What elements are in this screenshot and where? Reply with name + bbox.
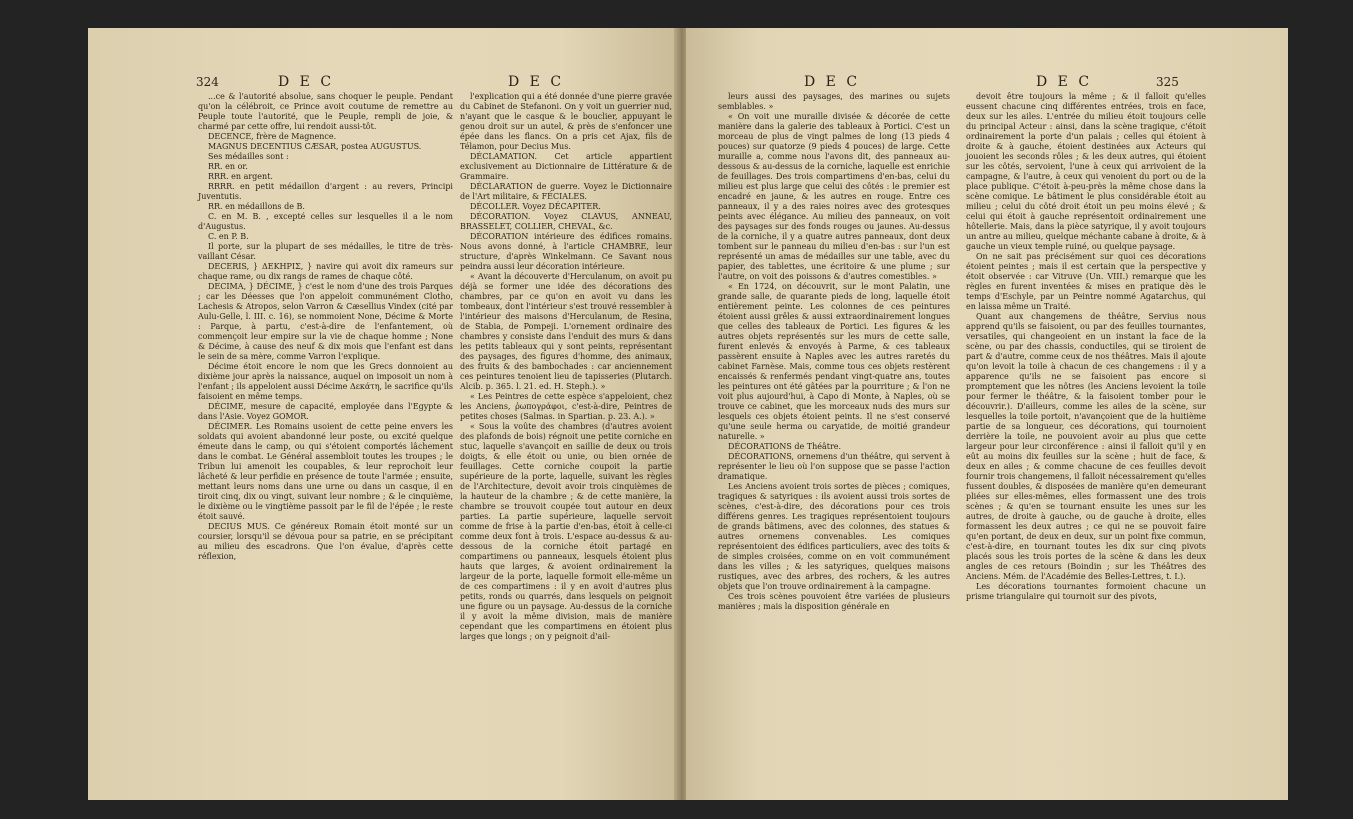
- running-head-secondary: D E C: [508, 74, 565, 90]
- paragraph: DÉCORATIONS de Théâtre.: [728, 442, 842, 451]
- paragraph: DÉCORATION intérieure des édifices romains. Nous avons donné, à l'article CHAMBRE, leur structure, d'après Winkelmann. Ce Savant nous peindra aussi leur décoration intérieure.: [460, 232, 672, 271]
- paragraph: Ses médailles sont :: [208, 152, 289, 161]
- paragraph: « Sous la voûte des chambres (d'autres avoient des plafonds de bois) régnoit une petite corniche en stuc, laquelle s'avançoit en saillie de deux ou trois doigts, & elle étoit ou unie, ou bien ornée de feuillages. Cette corniche coupoit la partie supérieure de la porte, laquelle, suivant les règles de l'Architecture, devoit avoir trois cinquièmes de la hauteur de la chambre ; & de cette manière, la chambre se trouvoit coupée tout autour en deux parties. La partie supérieure, laquelle servoit comme de frise à la partie d'en-bas, étoit à celle-ci comme deux font à trois. L'espace au-dessus & au-dessous de la corniche étoit partagé en compartimens ou panneaux, lesquels étoient plus hauts que larges, & avoient ordinairement la largeur de la porte, laquelle formoit elle-même un de ces compartimens : il y en avoit d'autres plus petits, ronds ou quarrés, dans lesquels on peignoit une figure ou un paysage. Au-dessus de la corniche il y avoit la même division, mais de manière cependant que les compartimens en étoient plus larges que longs ; on y peignoit d'ail-: [460, 422, 672, 641]
- paragraph: C. en M. B. , excepté celles sur lesquelles il a le nom d'Augustus.: [198, 212, 453, 231]
- page-number: 324: [196, 75, 219, 89]
- paragraph: « En 1724, on découvrit, sur le mont Palatin, une grande salle, de quarante pieds de long, laquelle étoit entièrement peinte. Les colonnes de ces peintures étoient aussi grêles & aussi extraordinairement longues que celles des tableaux de Portici. Les figures & les autres objets représentés sur les murs de cette salle, furent enlevés & envoyés à Parme, & ces tableaux passèrent ensuite à Naples avec les autres raretés du cabinet Farnèse. Mais, comme tous ces objets restèrent encaissés & renfermés pendant vingt-quatre ans, toutes les peintures ont été gâtées par la pourriture ; & l'on ne voit plus aujourd'hui, à Capo di Monte, à Naples, où se trouve ce cabinet, que les morceaux nuds des murs sur lesquels ces objets étoient peints. Il ne s'est conservé qu'une seule herma ou caryatide, de moitié grandeur naturelle. »: [718, 282, 950, 441]
- running-head-secondary: D E C: [1036, 74, 1093, 90]
- paragraph: Ces trois scènes pouvoient être variées de plusieurs manières ; mais la disposition générale en: [718, 592, 950, 611]
- paragraph: RRR. en argent.: [208, 172, 273, 181]
- paragraph: devoit être toujours la même ; & il falloit qu'elles eussent chacune cinq différentes entrées, trois en face, deux sur les ailes. L'entrée du milieu étoit toujours celle du principal Acteur : ainsi, dans la scène tragique, c'étoit ordinairement la porte d'un palais ; celles qui étoient à droite & à gauche, étoient destinées aux Acteurs qui jouoient les seconds rôles ; & les deux autres, qui étoient sur les côtés, servoient, l'une à ceux qui arrivoient de la campagne, & l'autre, à ceux qui venoient du port ou de la place publique. C'étoit à-peu-près la même chose dans la scène comique. Le bâtiment le plus considérable étoit au milieu ; celui du côté droit étoit un peu moins élevé ; & celui qui étoit à gauche représentoit ordinairement une hôtellerie. Mais, dans la pièce satyrique, il y avoit toujours un antre au milieu, quelque méchante cabane à droite, & à gauche un vieux temple ruiné, ou quelque paysage.: [966, 92, 1206, 251]
- right-page: [686, 28, 1288, 800]
- paragraph: « Les Peintres de cette espèce s'appeloient, chez les Anciens, ῥωπογράφοι, c'est-à-dire, Peintres de petites choses (Salmas. in Spartian. p. 23. A.). »: [460, 392, 672, 421]
- paragraph: DÉCIME, mesure de capacité, employée dans l'Egypte & dans l'Asie. Voyez GOMOR.: [198, 402, 453, 421]
- paragraph: ...ce & l'autorité absolue, sans choquer le peuple. Pendant qu'on la célébroit, ce Prince avoit coutume de remettre au Peuple toute l'autorité, que le Peuple, rempli de joie, & charmé par cette offre, lui rendoit aussi-tôt.: [198, 92, 453, 131]
- paragraph: DECENCE, frère de Magnence.: [208, 132, 337, 141]
- paragraph: Les décorations tournantes formoient chacune un prisme triangulaire qui tournoit sur des pivots,: [966, 582, 1206, 601]
- paragraph: On ne sait pas précisément sur quoi ces décorations étoient peintes ; mais il est certain que la perspective y étoit observée : car Vitruve (Un. VIII.) remarque que les règles en furent inventées & mises en pratique dès le temps d'Eschyle, par un Peintre nommé Agatarchus, qui en laissa même un Traité.: [966, 252, 1206, 311]
- text-column-2: [460, 92, 672, 642]
- paragraph: « Avant la découverte d'Herculanum, on avoit pu déjà se former une idée des décorations des chambres, par ce qu'on en avoit vu dans les tombeaux, dont l'intérieur s'est trouvé ressembler à l'intérieur des maisons d'Herculanum, de Resina, de Stabia, de Pompeji. L'ornement ordinaire des chambres y consiste dans l'enduit des murs & dans les petits tableaux qui y sont peints, représentant des paysages, des figures d'homme, des animaux, des fruits & des bambochades : car anciennement ces peintures tenoient lieu de tapisseries (Plutarch. Alcib. p. 365. l. 21. ed. H. Steph.). »: [460, 272, 672, 391]
- running-head: D E C: [804, 74, 861, 90]
- paragraph: « On voit une muraille divisée & décorée de cette manière dans la galerie des tableaux à Portici. C'est un morceau de plus de vingt palmes de long (13 pieds 4 pouces) sur quatorze (9 pieds 4 pouces) de large. Cette muraille a, comme nous l'avons dit, des panneaux au-dessous & au-dessus de la corniche, laquelle est enrichie de feuillages. Des trois compartimens d'en-bas, celui du milieu est plus large que celui des côtés : le premier est encadré en jaune, & les autres en rouge. Entre ces panneaux, il y a des raies noires avec des grotesques peints avec élégance. Au milieu des panneaux, on voit des paysages sur des fonds rouges ou jaunes. Au-dessus de la corniche, il y a quatre autres panneaux, dont deux tombent sur le panneau du milieu d'en-bas : sur l'un est représenté un amas de médailles sur une table, avec du papier, des tablettes, une écritoire & une plume ; sur l'autre, on voit des poissons & d'autres comestibles. »: [718, 112, 950, 281]
- paragraph: DÉCORATION. Voyez CLAVUS, ANNEAU, BRASSELET, COLLIER, CHEVAL, &c.: [460, 212, 672, 231]
- paragraph: Les Anciens avoient trois sortes de pièces ; comiques, tragiques & satyriques : ils avoient aussi trois sortes de scènes, c'est-à-dire, des décorations pour ces trois différens genres. Les tragiques représentoient toujours de grands bâtimens, avec des colonnes, des statues & autres ornemens convenables. Les comiques représentoient des édifices particuliers, avec des toits & de simples croisées, comme on en voit communément dans les villes ; & les satyriques, quelques maisons rustiques, avec des arbres, des rochers, & les autres objets que l'on trouve ordinairement à la campagne.: [718, 482, 950, 591]
- paragraph: DÉCLARATION de guerre. Voyez le Dictionnaire de l'Art militaire, & FÉCIALES.: [460, 182, 672, 201]
- open-book: [88, 28, 1288, 800]
- paragraph: DÉCOLLER. Voyez DÉCAPITER.: [470, 202, 601, 211]
- paragraph: DECERIS, } ΔΕΚΗΡΙΣ, } navire qui avoit dix rameurs sur chaque rame, ou dix rangs de rames de chaque côté.: [198, 262, 453, 281]
- paragraph: DÉCIMER. Les Romains usoient de cette peine envers les soldats qui avoient abandonné leur poste, ou excité quelque émeute dans le camp, ou qui s'étoient comportés lâchement dans le combat. Le Général assembloit toutes les troupes ; le Tribun lui amenoit les coupables, & leur reprochoit leur lâcheté & leur perfidie en présence de toute l'armée ; ensuite, mettant leurs noms dans une urne ou dans un casque, il en tiroit cinq, dix ou vingt, suivant leur nombre ; & le cinquième, le dixième ou le vingtième passoit par le fil de l'épée ; le reste étoit sauvé.: [198, 422, 453, 521]
- text-column-2: [966, 92, 1206, 602]
- paragraph: DECIMA, } DÉCIME, } c'est le nom d'une des trois Parques ; car les Déesses que l'on appeloit communément Clotho, Lachesis & Atropos, selon Varron & Cæsellius Vindex (cité par Aulu-Gelle, l. III. c. 16), se nommoient None, Décime & Morte : Parque, à partu, c'est-à-dire de l'enfantement, où commençoit leur empire sur la vie de chaque homme ; None & Décime, à cause des neuf & dix mois que l'enfant est dans le sein de sa mère, comme Varron l'explique.: [198, 282, 453, 361]
- paragraph: DÉCLAMATION. Cet article appartient exclusivement au Dictionnaire de Littérature & de Grammaire.: [460, 152, 672, 181]
- paragraph: Quant aux changemens de théâtre, Servius nous apprend qu'ils se faisoient, ou par des feuilles tournantes, versatiles, qui changeoient en un instant la face de la scène, ou par des chassis, conductiles, qui se tiroient de part & d'autre, comme ceux de nos théâtres. Mais il ajoute qu'on levoit la toile à chacun de ces changemens : il y a apparence qu'ils ne se faisoient pas encore si promptement que les nôtres (les Anciens levoient la toile pour fermer le théâtre, & la faisoient tomber pour le découvrir.). D'ailleurs, comme les ailes de la scène, sur lesquelles la toile portoit, n'avançoient que de la huitième partie de sa longueur, ces décorations, qui tournoient derrière la toile, ne pouvoient avoir au plus que cette largeur pour leur circonférence : ainsi il falloit qu'il y en eût au moins dix feuilles sur la scène ; huit de face, & deux en ailes ; & comme chacune de ces feuilles devoit fournir trois changemens, il falloit nécessairement qu'elles fussent doubles, & disposées de manière qu'en demeurant pliées sur elles-mêmes, elles formassent une des trois scènes ; & qu'en se tournant ensuite les unes sur les autres, de droite à gauche, ou de gauche à droite, elles formassent les deux autres ; ce qui ne se pouvoit faire qu'en portant, de deux en deux, sur un point fixe commun, c'est-à-dire, en tournant toutes les dix sur cinq pivots placés sous les trois portes de la scène & dans les deux angles de ces retours (Boindin ; sur les Théâtres des Anciens. Mém. de l'Académie des Belles-Lettres, t. I.).: [966, 312, 1206, 581]
- paragraph: RRRR. en petit médaillon d'argent : au revers, Principi Juventutis.: [198, 182, 453, 201]
- paragraph: DECIUS MUS. Ce généreux Romain étoit monté sur un coursier, lorsqu'il se dévoua pour sa patrie, en se précipitant au milieu des escadrons. Que l'on évalue, d'après cette réflexion,: [198, 522, 453, 561]
- paragraph: Décime étoit encore le nom que les Grecs donnoient au dixième jour après la naissance, auquel on imposoit un nom à l'enfant ; ils appeloient aussi Décime Δεκάτη, le sacrifice qu'ils faisoient en même temps.: [198, 362, 453, 401]
- text-column-1: [718, 92, 950, 612]
- paragraph: C. en P. B.: [208, 232, 249, 241]
- paragraph: RR. en médaillons de B.: [208, 202, 305, 211]
- paragraph: leurs aussi des paysages, des marines ou sujets semblables. »: [718, 92, 950, 111]
- paragraph: Il porte, sur la plupart de ses médailles, le titre de très-vaillant César.: [198, 242, 453, 261]
- page-number: 325: [1156, 75, 1179, 89]
- text-column-1: [198, 92, 453, 562]
- running-head: D E C: [278, 74, 335, 90]
- paragraph: DÉCORATIONS, ornemens d'un théâtre, qui servent à représenter le lieu où l'on suppose que se passe l'action dramatique.: [718, 452, 950, 481]
- left-page: [88, 28, 678, 800]
- paragraph: MAGNUS DECENTIUS CÆSAR, postea AUGUSTUS.: [208, 142, 422, 151]
- paragraph: l'explication qui a été donnée d'une pierre gravée du Cabinet de Stefanoni. On y voit un guerrier nud, n'ayant que le casque & le bouclier, appuyant le genou droit sur un autel, & près de s'enfoncer une épée dans les flancs. On a pris cet Ajax, fils de Télamon, pour Decius Mus.: [460, 92, 672, 151]
- paragraph: RR. en or.: [208, 162, 248, 171]
